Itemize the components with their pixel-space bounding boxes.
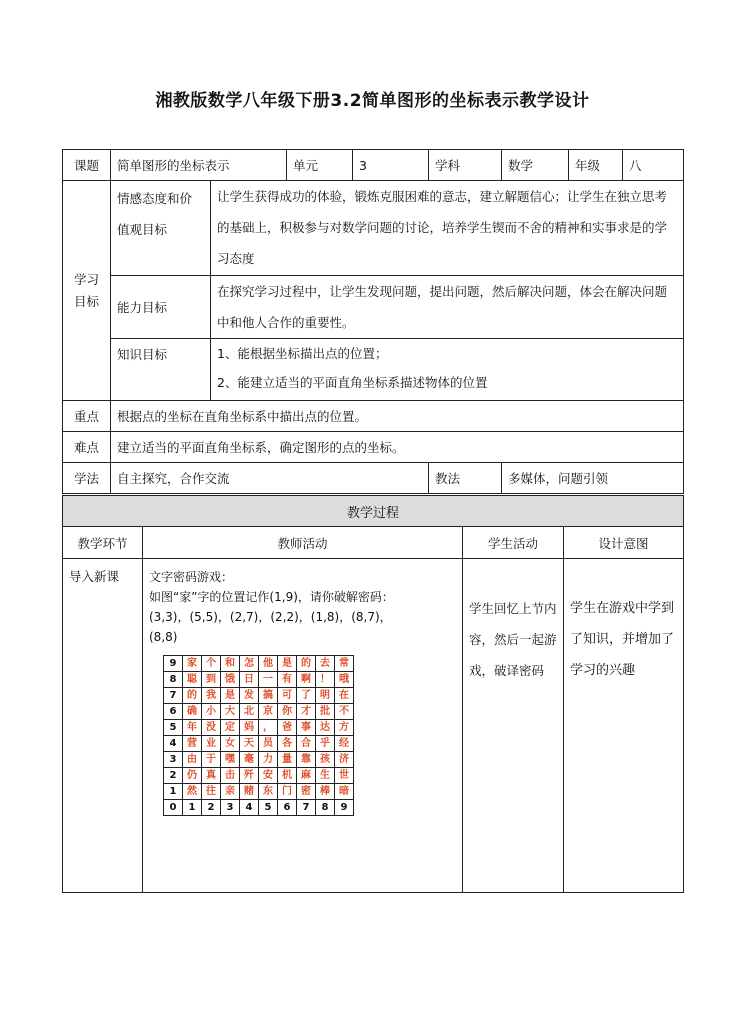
emotion-goal-label-line2: 值观目标 xyxy=(117,222,168,237)
cipher-cell: 由 xyxy=(183,752,202,768)
cipher-cell: 个 xyxy=(202,656,221,672)
learning-goals-label-line1: 学习 xyxy=(73,271,99,287)
grade-label: 年级 xyxy=(569,150,623,181)
knowledge-goal-label: 知识目标 xyxy=(111,339,211,401)
teacher-line-1: 文字密码游戏： xyxy=(149,570,234,584)
knowledge-goal-text xyxy=(211,339,684,401)
key-point-text: 根据点的坐标在直角坐标系中描出点的位置。 xyxy=(111,401,684,432)
cipher-cell: 生 xyxy=(316,768,335,784)
cipher-cell: 不 xyxy=(335,704,354,720)
unit-value: 3 xyxy=(353,150,429,181)
cipher-cell: 达 xyxy=(316,720,335,736)
teacher-line-3: (3,3)，(5,5)，(2,7)，(2,2)，(1,8)，(8,7)， xyxy=(149,610,392,624)
cipher-cell: 你 xyxy=(278,704,297,720)
cipher-cell: 发 xyxy=(240,688,259,704)
cipher-cell: 仍 xyxy=(183,768,202,784)
cipher-cell: 棒 xyxy=(316,784,335,800)
cipher-cell: 女 xyxy=(221,736,240,752)
cipher-cell: 日 xyxy=(240,672,259,688)
emotion-goal-text: 让学生获得成功的体验，锻炼克服困难的意志，建立解题信心；让学生在独立思考的基础上，积极参与对数学问题的讨论，培养学生锲而不舍的精神和实事求是的学习态度 xyxy=(211,181,684,276)
cipher-cell: 嘿 xyxy=(221,752,240,768)
cipher-col-number: 8 xyxy=(316,800,335,816)
cipher-cell: 力 xyxy=(259,752,278,768)
cipher-cell: 搞 xyxy=(259,688,278,704)
col-teacher-header: 教师活动 xyxy=(143,527,463,559)
cipher-cell: 才 xyxy=(297,704,316,720)
cipher-row-number: 8 xyxy=(164,672,183,688)
page-title: 湘教版数学八年级下册3.2简单图形的坐标表示教学设计 xyxy=(155,91,590,111)
cipher-grid-row xyxy=(164,768,354,784)
cipher-cell: 真 xyxy=(202,768,221,784)
cipher-cell: 机 xyxy=(278,768,297,784)
key-point-label: 重点 xyxy=(63,401,111,432)
cipher-cell: 小 xyxy=(202,704,221,720)
cipher-cell: 到 xyxy=(202,672,221,688)
subject-value: 数学 xyxy=(502,150,569,181)
cipher-cell: 密 xyxy=(297,784,316,800)
cipher-cell: 哦 xyxy=(335,672,354,688)
learning-goals-label xyxy=(63,181,111,401)
cipher-cell: 一 xyxy=(259,672,278,688)
cipher-col-number: 1 xyxy=(183,800,202,816)
cipher-grid-row xyxy=(164,720,354,736)
cipher-row-number: 2 xyxy=(164,768,183,784)
cipher-cell: 怎 xyxy=(240,656,259,672)
teaching-process-table xyxy=(62,495,684,893)
student-activity: 学生回忆上节内容，然后一起游戏，破译密码 xyxy=(463,559,564,893)
cipher-row-number: 3 xyxy=(164,752,183,768)
cipher-row-number: 4 xyxy=(164,736,183,752)
course-value: 简单图形的坐标表示 xyxy=(111,150,287,181)
cipher-cell: 我 xyxy=(202,688,221,704)
cipher-cell: 暗 xyxy=(335,784,354,800)
unit-label: 单元 xyxy=(287,150,353,181)
cipher-cell: 他 xyxy=(259,656,278,672)
difficulty-text: 建立适当的平面直角坐标系，确定图形的点的坐标。 xyxy=(111,432,684,463)
step-intro: 导入新课 xyxy=(63,559,143,893)
knowledge-goal-item-1: 1、能根据坐标描出点的位置； xyxy=(217,346,388,361)
knowledge-goal-item-2: 2、能建立适当的平面直角坐标系描述物体的位置 xyxy=(217,375,488,390)
cipher-cell: 天 xyxy=(240,736,259,752)
cipher-cell: 有 xyxy=(278,672,297,688)
cipher-grid-row xyxy=(164,688,354,704)
teach-method-label: 教法 xyxy=(429,463,502,494)
cipher-cell: 的 xyxy=(183,688,202,704)
cipher-cell: 明 xyxy=(316,688,335,704)
cipher-cell: 是 xyxy=(278,656,297,672)
cipher-cell: 的 xyxy=(297,656,316,672)
grade-value: 八 xyxy=(623,150,684,181)
teacher-line-4: (8,8) xyxy=(149,630,178,644)
cipher-col-number: 9 xyxy=(335,800,354,816)
cipher-cell: 然 xyxy=(183,784,202,800)
ability-goal-text: 在探究学习过程中，让学生发现问题，提出问题，然后解决问题，体会在解决问题中和他人合作的重要性。 xyxy=(211,276,684,339)
cipher-cell: 乎 xyxy=(316,736,335,752)
cipher-grid xyxy=(163,655,354,816)
cipher-cell: 业 xyxy=(202,736,221,752)
cipher-cell: 爸 xyxy=(278,720,297,736)
cipher-cell: 啊 xyxy=(297,672,316,688)
cipher-row-number: 6 xyxy=(164,704,183,720)
teach-method-value: 多媒体，问题引领 xyxy=(502,463,684,494)
difficulty-label: 难点 xyxy=(63,432,111,463)
cipher-cell: 安 xyxy=(259,768,278,784)
cipher-grid-row xyxy=(164,752,354,768)
cipher-grid-row xyxy=(164,672,354,688)
cipher-cell: 亲 xyxy=(221,784,240,800)
cipher-cell: 靠 xyxy=(297,752,316,768)
cipher-cell: 往 xyxy=(202,784,221,800)
cipher-cell: 事 xyxy=(297,720,316,736)
cipher-row-number: 5 xyxy=(164,720,183,736)
cipher-cell: 年 xyxy=(183,720,202,736)
cipher-cell: 经 xyxy=(335,736,354,752)
cipher-cell: 歼 xyxy=(240,768,259,784)
teacher-activity xyxy=(143,559,463,893)
cipher-cell: 东 xyxy=(259,784,278,800)
cipher-cell: 于 xyxy=(202,752,221,768)
cipher-cell: 各 xyxy=(278,736,297,752)
cipher-cell: 了 xyxy=(297,688,316,704)
cipher-cell: 济 xyxy=(335,752,354,768)
ability-goal-label: 能力目标 xyxy=(111,276,211,339)
design-intent: 学生在游戏中学到了知识，并增加了学习的兴趣 xyxy=(564,559,684,893)
cipher-cell: 麻 xyxy=(297,768,316,784)
course-label: 课题 xyxy=(63,150,111,181)
cipher-cell: 北 xyxy=(240,704,259,720)
cipher-cell: 没 xyxy=(202,720,221,736)
col-student-header: 学生活动 xyxy=(463,527,564,559)
learning-goals-label-line2: 目标 xyxy=(73,293,99,309)
teacher-line-2: 如图“家”字的位置记作(1,9)，请你破解密码： xyxy=(149,590,394,604)
cipher-col-number: 6 xyxy=(278,800,297,816)
cipher-cell: 聪 xyxy=(183,672,202,688)
cipher-grid-row xyxy=(164,784,354,800)
cipher-cell: 大 xyxy=(221,704,240,720)
cipher-cell: 在 xyxy=(335,688,354,704)
cipher-cell: 常 xyxy=(335,656,354,672)
cipher-cell: 去 xyxy=(316,656,335,672)
cipher-cell: 营 xyxy=(183,736,202,752)
cipher-cell: 确 xyxy=(183,704,202,720)
col-step-header: 教学环节 xyxy=(63,527,143,559)
cipher-row-number: 9 xyxy=(164,656,183,672)
cipher-cell: 击 xyxy=(221,768,240,784)
cipher-grid-row xyxy=(164,736,354,752)
lesson-info-table xyxy=(62,149,684,494)
cipher-cell: 方 xyxy=(335,720,354,736)
cipher-grid-x-axis xyxy=(164,800,354,816)
cipher-col-number: 0 xyxy=(164,800,183,816)
cipher-col-number: 2 xyxy=(202,800,221,816)
cipher-cell: 员 xyxy=(259,736,278,752)
subject-label: 学科 xyxy=(429,150,502,181)
cipher-row-number: 7 xyxy=(164,688,183,704)
cipher-cell: 妈 xyxy=(240,720,259,736)
cipher-cell: 家 xyxy=(183,656,202,672)
cipher-cell: 赌 xyxy=(240,784,259,800)
cipher-cell: 和 xyxy=(221,656,240,672)
cipher-grid-row xyxy=(164,704,354,720)
emotion-goal-label-line1: 情感态度和价 xyxy=(117,191,193,206)
cipher-col-number: 7 xyxy=(297,800,316,816)
cipher-cell: 世 xyxy=(335,768,354,784)
cipher-cell: 合 xyxy=(297,736,316,752)
cipher-cell: ， xyxy=(259,720,278,736)
cipher-col-number: 4 xyxy=(240,800,259,816)
cipher-col-number: 5 xyxy=(259,800,278,816)
cipher-cell: 门 xyxy=(278,784,297,800)
cipher-cell: ！ xyxy=(316,672,335,688)
cipher-cell: 定 xyxy=(221,720,240,736)
cipher-grid-row xyxy=(164,656,354,672)
cipher-row-number: 1 xyxy=(164,784,183,800)
cipher-cell: 可 xyxy=(278,688,297,704)
cipher-cell: 批 xyxy=(316,704,335,720)
cipher-cell: 量 xyxy=(278,752,297,768)
cipher-cell: 饿 xyxy=(221,672,240,688)
teaching-process-header: 教学过程 xyxy=(63,496,684,527)
study-method-label: 学法 xyxy=(63,463,111,494)
cipher-cell: 孩 xyxy=(316,752,335,768)
cipher-col-number: 3 xyxy=(221,800,240,816)
cipher-cell: 是 xyxy=(221,688,240,704)
col-design-header: 设计意图 xyxy=(564,527,684,559)
cipher-cell: 京 xyxy=(259,704,278,720)
study-method-value: 自主探究，合作交流 xyxy=(111,463,429,494)
cipher-cell: 毫 xyxy=(240,752,259,768)
emotion-goal-label xyxy=(111,181,211,276)
